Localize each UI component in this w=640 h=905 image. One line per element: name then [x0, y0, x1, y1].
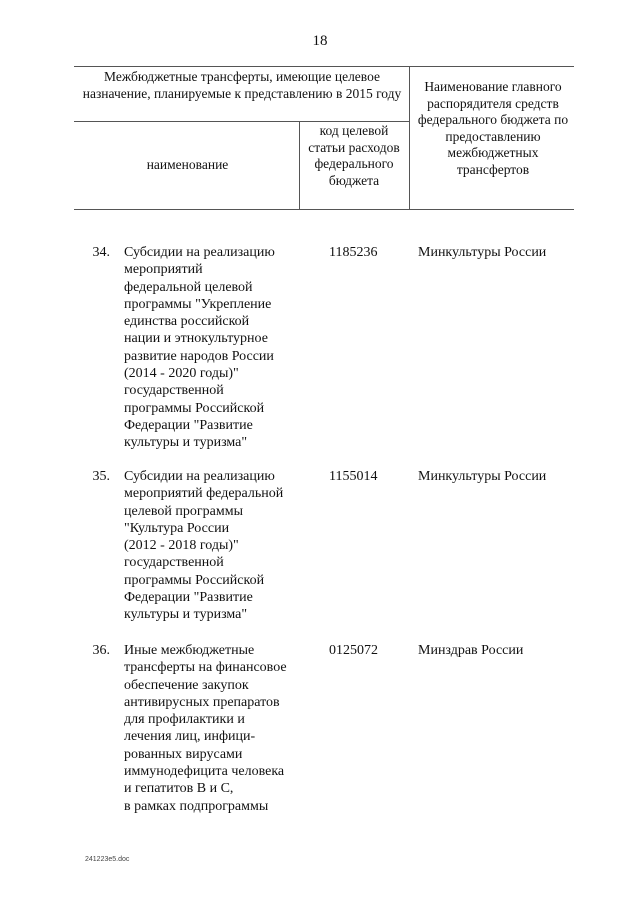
header-bottom-border [74, 209, 574, 210]
row-name: Субсидии на реализацию мероприятий федеральной целевой программы "Укрепление единства российской нации и этнокультурное развитие народов России (2014 - 2020 годы)" государственной программы Российской Федерации "Развитие культуры и туризма" [124, 245, 275, 451]
row-dept: Минкультуры России [418, 469, 547, 484]
row-dept: Минздрав России [418, 643, 524, 658]
row-code: 1155014 [329, 469, 378, 484]
row-number: 35. [92, 469, 110, 484]
row-number: 36. [92, 643, 110, 658]
footer-filename: 241223e5.doc [85, 856, 130, 863]
header-top-border [74, 66, 574, 67]
row-name: Субсидии на реализацию мероприятий федеральной целевой программы "Культура России (2012 - 2018 годы)" государственной программы Российской Федерации "Развитие культуры и туризма" [124, 469, 284, 623]
header-divider-right [409, 66, 410, 209]
row-code: 1185236 [329, 245, 378, 260]
header-mid-border [74, 121, 409, 122]
row-code: 0125072 [329, 643, 378, 658]
row-name: Иные межбюджетные трансферты на финансовое обеспечение закупок антивирусных препаратов для профилактики и лечения лиц, инфици- рованных вирусами иммунодефицита человека и гепатитов В и С, в рамках подпрограммы [124, 643, 287, 814]
header-col-code: код целевой статьи расходов федерального бюджета [308, 123, 400, 188]
header-divider-code [299, 121, 300, 209]
page-number: 18 [312, 33, 328, 49]
header-col-name: наименование [146, 157, 229, 172]
row-dept: Минкультуры России [418, 245, 547, 260]
header-col-dept: Наименование главного распорядителя средств федерального бюджета по предоставлению межбюджетных трансфертов [417, 79, 569, 177]
header-group-title: Межбюджетные трансферты, имеющие целевое назначение, планируемые к представлению в 2015 году [82, 69, 402, 101]
row-number: 34. [92, 245, 110, 260]
